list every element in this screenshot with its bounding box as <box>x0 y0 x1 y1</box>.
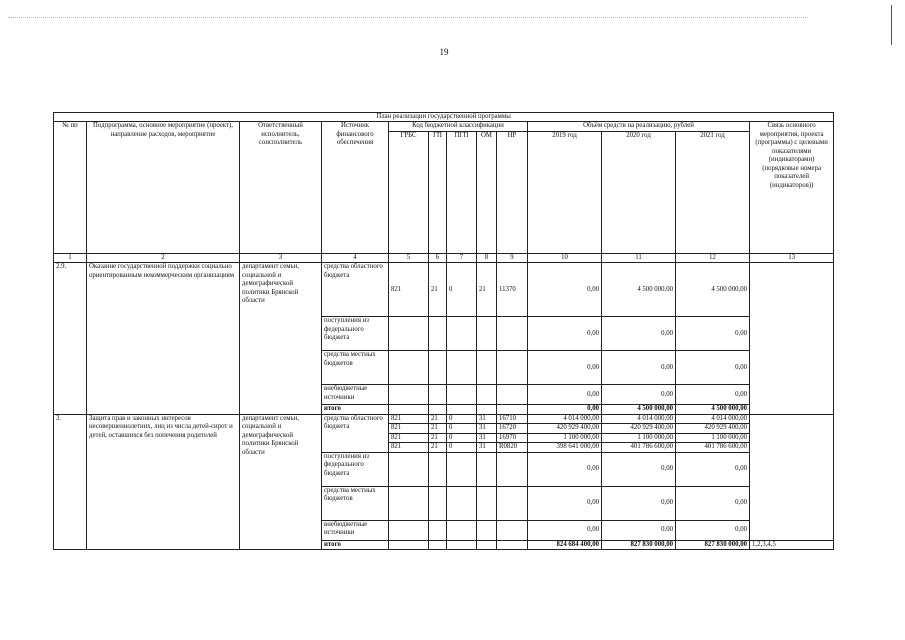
value-2020: 4 500 000,00 <box>602 263 676 317</box>
value-2020: 0,00 <box>602 317 676 351</box>
grbs-cell <box>389 317 429 351</box>
nr-cell <box>497 351 528 385</box>
column-number: 13 <box>750 253 834 262</box>
header-2021: 2021 год <box>676 131 750 253</box>
page-number: 19 <box>439 47 449 57</box>
program-plan-table <box>53 112 834 550</box>
source-cell: средства местных бюджетов <box>322 486 389 520</box>
value-2020: 420 929 400,00 <box>602 424 676 433</box>
link-cell <box>750 414 834 540</box>
pgp-cell: 0 <box>447 424 477 433</box>
gp-cell: 21 <box>429 443 447 452</box>
header-budget-code-group: Код бюджетной классификации <box>389 122 528 131</box>
gp-cell <box>429 520 447 540</box>
nr-cell: 16710 <box>497 414 528 423</box>
nr-cell <box>497 385 528 405</box>
value-2021: 4 500 000,00 <box>676 263 750 317</box>
source-cell: средства областного бюджета <box>322 414 389 452</box>
link-cell: 1,2,3,4,5 <box>750 540 834 549</box>
pgp-cell: 0 <box>447 263 477 317</box>
gp-cell <box>429 351 447 385</box>
nr-cell <box>497 452 528 486</box>
header-row-1 <box>54 122 834 131</box>
pgp-cell <box>447 351 477 385</box>
pgp-cell <box>447 520 477 540</box>
pgp-cell <box>447 486 477 520</box>
header-program: Подпрограмма, основное мероприятие (проект), направление расходов, мероприятие <box>87 122 240 253</box>
header-executor: Ответственный исполнитель, соисполнитель <box>240 122 322 253</box>
total-2020: 827 830 000,00 <box>602 540 676 549</box>
value-2020: 1 100 000,00 <box>602 433 676 442</box>
om-cell: 31 <box>477 424 497 433</box>
nr-cell <box>497 405 528 414</box>
header-pgp: ПГП <box>447 131 477 253</box>
row-program-name: Оказание государственной поддержки социально ориентированным некоммерческим организациям <box>87 263 240 414</box>
grbs-cell: 821 <box>389 263 429 317</box>
column-number: 6 <box>429 253 447 262</box>
value-2020: 0,00 <box>602 452 676 486</box>
pgp-cell: 0 <box>447 414 477 423</box>
pgp-cell <box>447 385 477 405</box>
value-2019: 0,00 <box>528 385 602 405</box>
column-number: 5 <box>389 253 429 262</box>
table-title-row <box>54 113 834 122</box>
source-cell: внебюджетные источники <box>322 385 389 405</box>
nr-cell: R0820 <box>497 443 528 452</box>
total-2021: 827 830 000,00 <box>676 540 750 549</box>
grbs-cell <box>389 351 429 385</box>
gp-cell: 21 <box>429 424 447 433</box>
header-link: Связь основного мероприятия, проекта (программы) с целевыми показателями (индикаторами) (порядковые номера показателей (индикаторов)) <box>750 122 834 253</box>
value-2020: 401 786 600,00 <box>602 443 676 452</box>
value-2021: 420 929 400,00 <box>676 424 750 433</box>
column-number: 9 <box>497 253 528 262</box>
gp-cell <box>429 317 447 351</box>
value-2021: 1 100 000,00 <box>676 433 750 442</box>
header-num: № пп <box>54 122 87 253</box>
om-cell <box>477 486 497 520</box>
grbs-cell: 821 <box>389 443 429 452</box>
value-2020: 0,00 <box>602 385 676 405</box>
row-3-regional-1 <box>54 414 834 423</box>
gp-cell <box>429 452 447 486</box>
header-2020: 2020 год <box>602 131 676 253</box>
header-om: ОМ <box>477 131 497 253</box>
value-2021: 0,00 <box>676 486 750 520</box>
total-2020: 4 500 000,00 <box>602 405 676 414</box>
row-executor: департамент семьи, социальной и демографической политики Брянской области <box>240 263 322 414</box>
pgp-cell <box>447 317 477 351</box>
column-number: 1 <box>54 253 87 262</box>
grbs-cell: 821 <box>389 424 429 433</box>
om-cell <box>477 351 497 385</box>
gp-cell <box>429 540 447 549</box>
om-cell: 31 <box>477 443 497 452</box>
source-cell: поступления из федерального бюджета <box>322 317 389 351</box>
value-2021: 401 786 600,00 <box>676 443 750 452</box>
pgp-cell: 0 <box>447 443 477 452</box>
gp-cell: 21 <box>429 263 447 317</box>
grbs-cell <box>389 540 429 549</box>
om-cell: 31 <box>477 433 497 442</box>
value-2019: 420 929 400,00 <box>528 424 602 433</box>
pgp-cell <box>447 405 477 414</box>
table-title: План реализации государственной программы <box>54 113 834 122</box>
value-2019: 0,00 <box>528 317 602 351</box>
source-cell: средства местных бюджетов <box>322 351 389 385</box>
nr-cell <box>497 520 528 540</box>
grbs-cell <box>389 520 429 540</box>
pgp-cell <box>447 540 477 549</box>
scan-top-dotted-line <box>8 17 808 18</box>
gp-cell: 21 <box>429 433 447 442</box>
value-2019: 4 014 000,00 <box>528 414 602 423</box>
value-2019: 0,00 <box>528 452 602 486</box>
grbs-cell <box>389 486 429 520</box>
total-2021: 4 500 000,00 <box>676 405 750 414</box>
row-num: 3. <box>54 414 87 549</box>
source-cell: средства областного бюджета <box>322 263 389 317</box>
om-cell <box>477 405 497 414</box>
value-2019: 0,00 <box>528 520 602 540</box>
gp-cell <box>429 405 447 414</box>
value-2021: 0,00 <box>676 385 750 405</box>
column-number: 12 <box>676 253 750 262</box>
column-number: 4 <box>322 253 389 262</box>
om-cell <box>477 452 497 486</box>
row-executor: департамент семьи, социальной и демографической политики Брянской области <box>240 414 322 549</box>
source-cell: поступления из федерального бюджета <box>322 452 389 486</box>
row-2-9-regional <box>54 263 834 317</box>
column-number: 2 <box>87 253 240 262</box>
value-2021: 0,00 <box>676 351 750 385</box>
nr-cell <box>497 540 528 549</box>
column-number-row <box>54 253 834 262</box>
om-cell: 31 <box>477 414 497 423</box>
header-grbs: ГРБС <box>389 131 429 253</box>
gp-cell <box>429 385 447 405</box>
column-number: 3 <box>240 253 322 262</box>
om-cell <box>477 317 497 351</box>
value-2019: 0,00 <box>528 486 602 520</box>
column-number: 8 <box>477 253 497 262</box>
nr-cell: 16970 <box>497 433 528 442</box>
value-2021: 0,00 <box>676 452 750 486</box>
value-2020: 4 014 000,00 <box>602 414 676 423</box>
row-num: 2.9. <box>54 263 87 414</box>
scan-right-edge-mark <box>891 5 892 45</box>
value-2021: 0,00 <box>676 317 750 351</box>
value-2021: 4 014 000,00 <box>676 414 750 423</box>
pgp-cell <box>447 452 477 486</box>
link-cell <box>750 263 834 414</box>
value-2020: 0,00 <box>602 351 676 385</box>
value-2020: 0,00 <box>602 486 676 520</box>
gp-cell: 21 <box>429 414 447 423</box>
source-cell: итого <box>322 540 389 549</box>
column-number: 7 <box>447 253 477 262</box>
gp-cell <box>429 486 447 520</box>
value-2020: 0,00 <box>602 520 676 540</box>
grbs-cell: 821 <box>389 433 429 442</box>
value-2019: 398 641 000,00 <box>528 443 602 452</box>
header-gp: ГП <box>429 131 447 253</box>
column-number: 10 <box>528 253 602 262</box>
nr-cell: 16720 <box>497 424 528 433</box>
header-2019: 2019 год <box>528 131 602 253</box>
value-2019: 1 100 000,00 <box>528 433 602 442</box>
value-2019: 0,00 <box>528 263 602 317</box>
grbs-cell <box>389 405 429 414</box>
om-cell: 21 <box>477 263 497 317</box>
header-source: Источник финансового обеспечения <box>322 122 389 253</box>
value-2019: 0,00 <box>528 351 602 385</box>
om-cell <box>477 520 497 540</box>
grbs-cell: 821 <box>389 414 429 423</box>
source-cell: итого <box>322 405 389 414</box>
row-program-name: Защита прав и законных интересов несовершеннолетних, лиц из числа детей-сирот и детей, оставшихся без попечения родителей <box>87 414 240 549</box>
nr-cell <box>497 486 528 520</box>
header-funds-group: Объём средств на реализацию, рублей <box>528 122 750 131</box>
om-cell <box>477 385 497 405</box>
column-number: 11 <box>602 253 676 262</box>
nr-cell <box>497 317 528 351</box>
grbs-cell <box>389 385 429 405</box>
source-cell: внебюджетные источники <box>322 520 389 540</box>
header-nr: НР <box>497 131 528 253</box>
om-cell <box>477 540 497 549</box>
grbs-cell <box>389 452 429 486</box>
nr-cell: 11370 <box>497 263 528 317</box>
pgp-cell: 0 <box>447 433 477 442</box>
total-2019: 824 684 400,00 <box>528 540 602 549</box>
value-2021: 0,00 <box>676 520 750 540</box>
total-2019: 0,00 <box>528 405 602 414</box>
